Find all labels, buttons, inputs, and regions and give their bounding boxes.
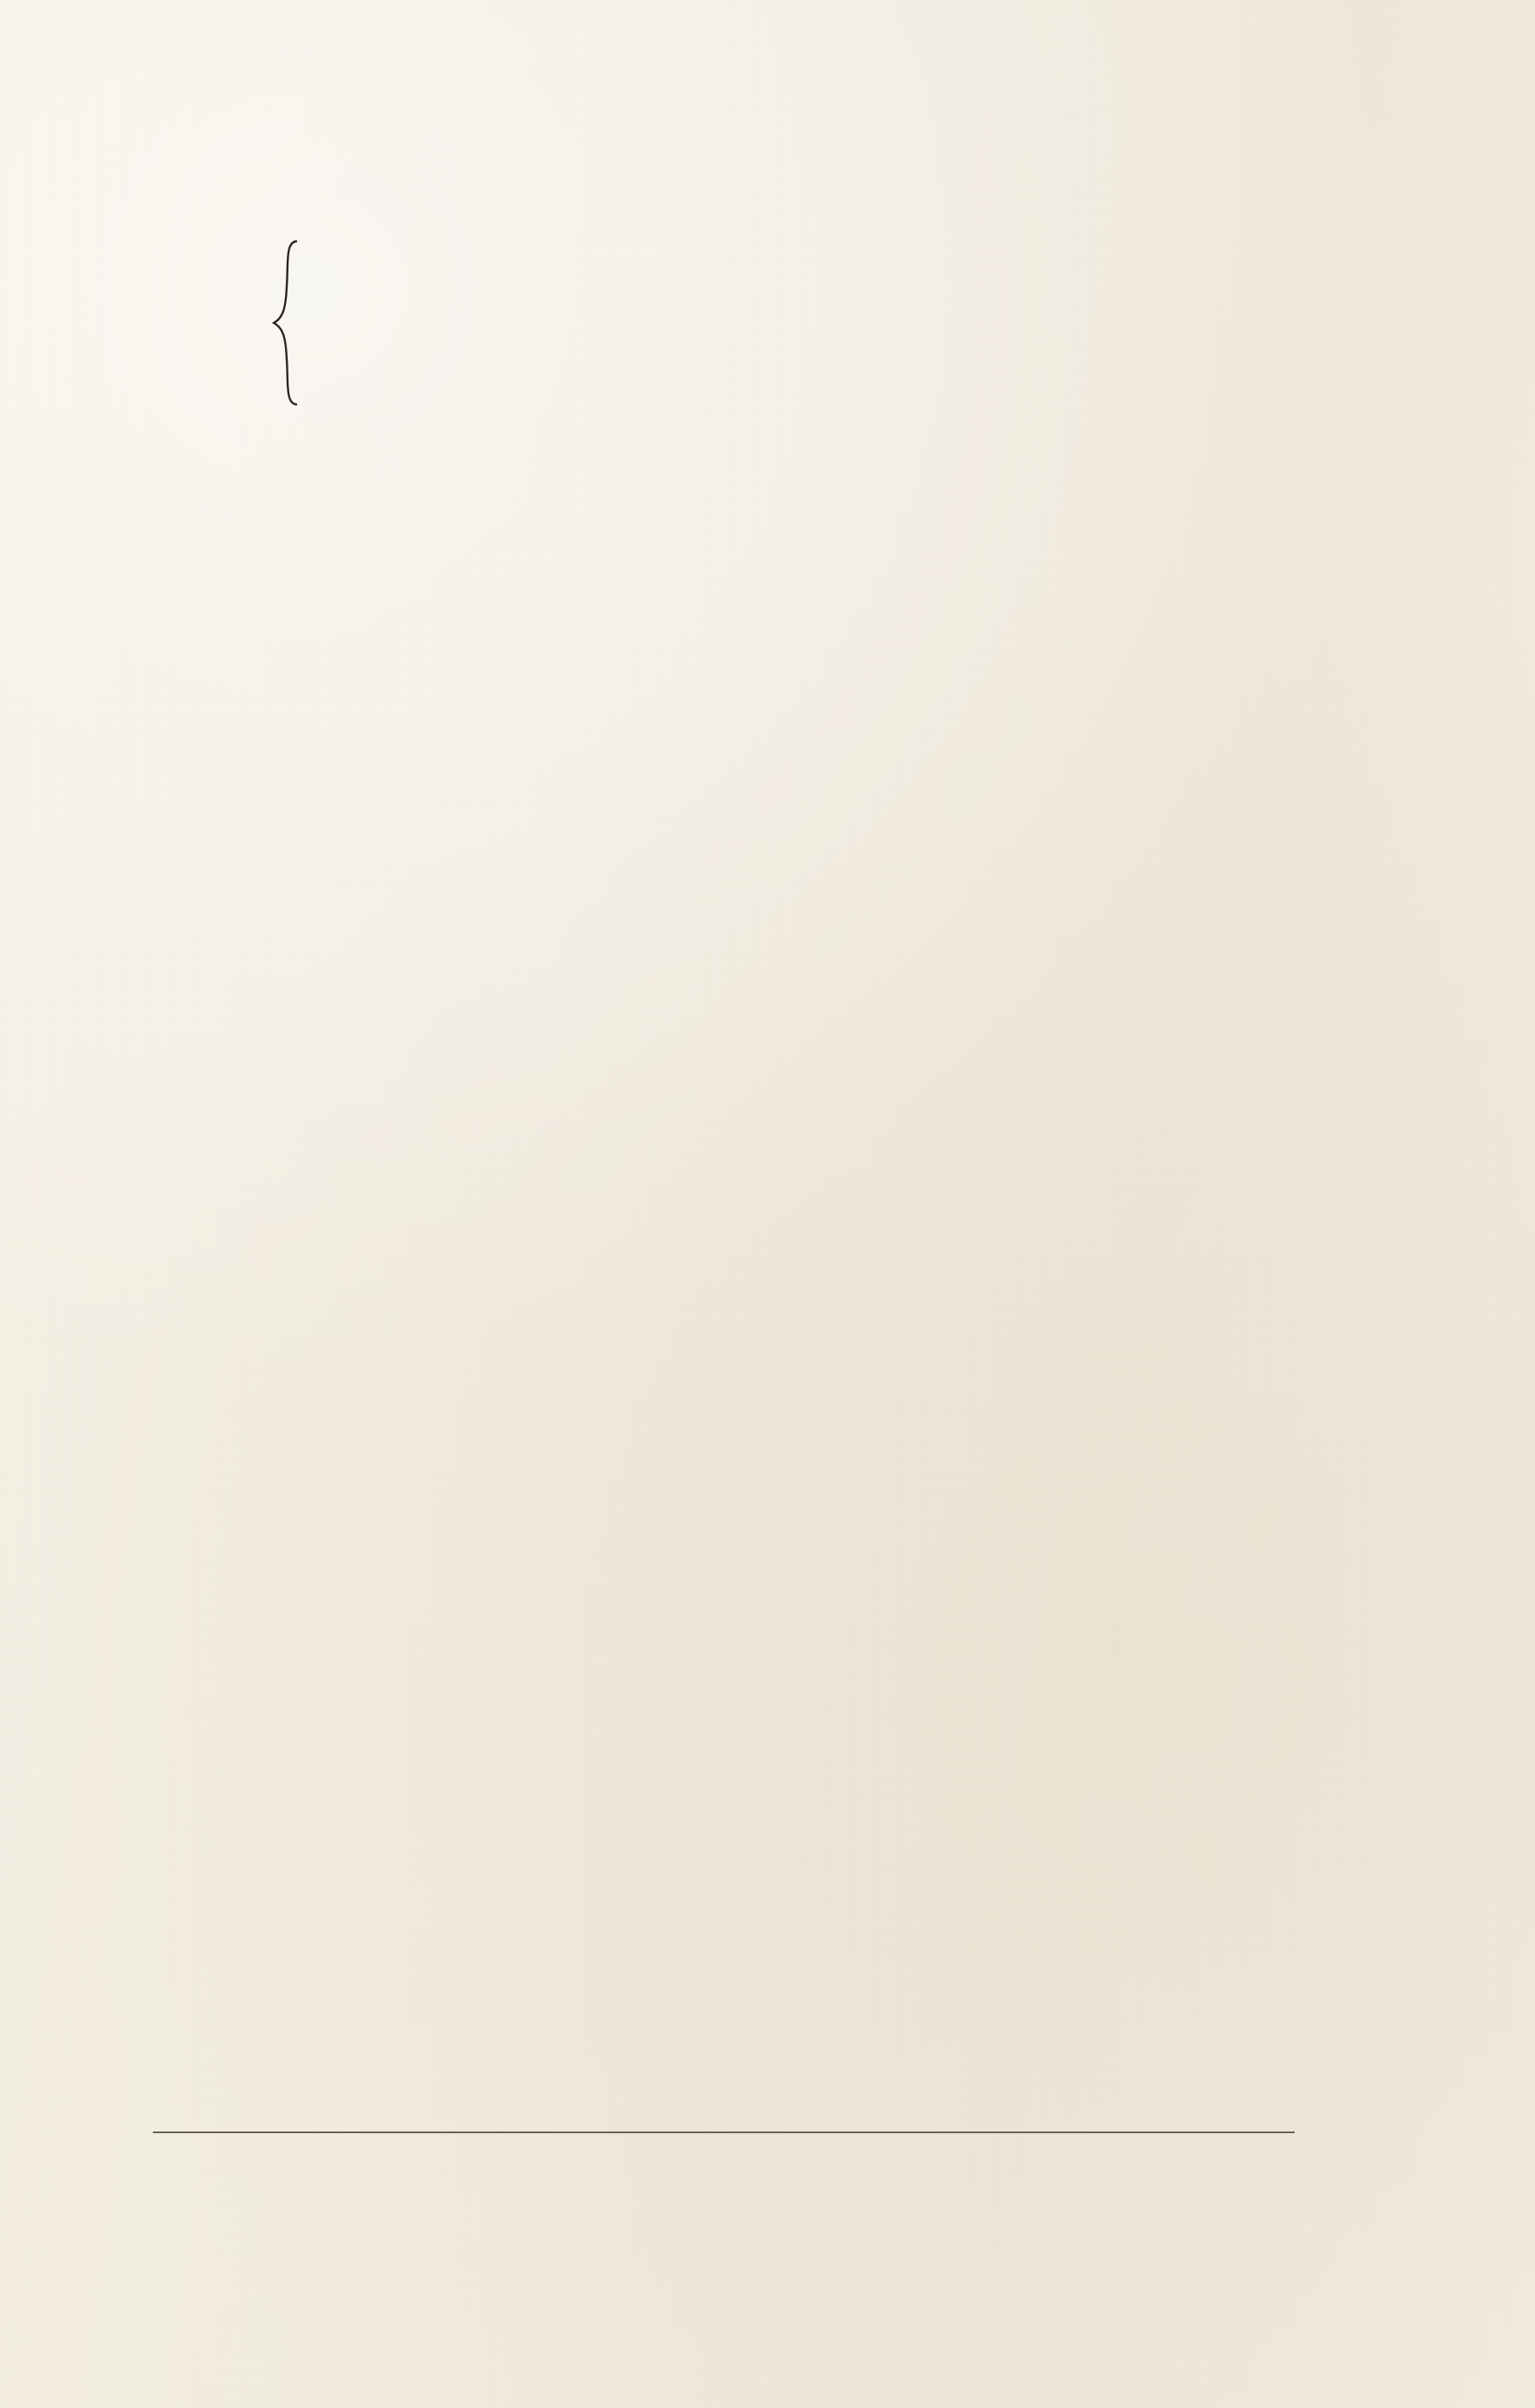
footnote-rule (153, 2131, 1295, 2133)
page-content (153, 151, 1295, 237)
column-headers (153, 210, 1295, 235)
brace-icon (271, 239, 300, 407)
page-header (153, 151, 1295, 201)
